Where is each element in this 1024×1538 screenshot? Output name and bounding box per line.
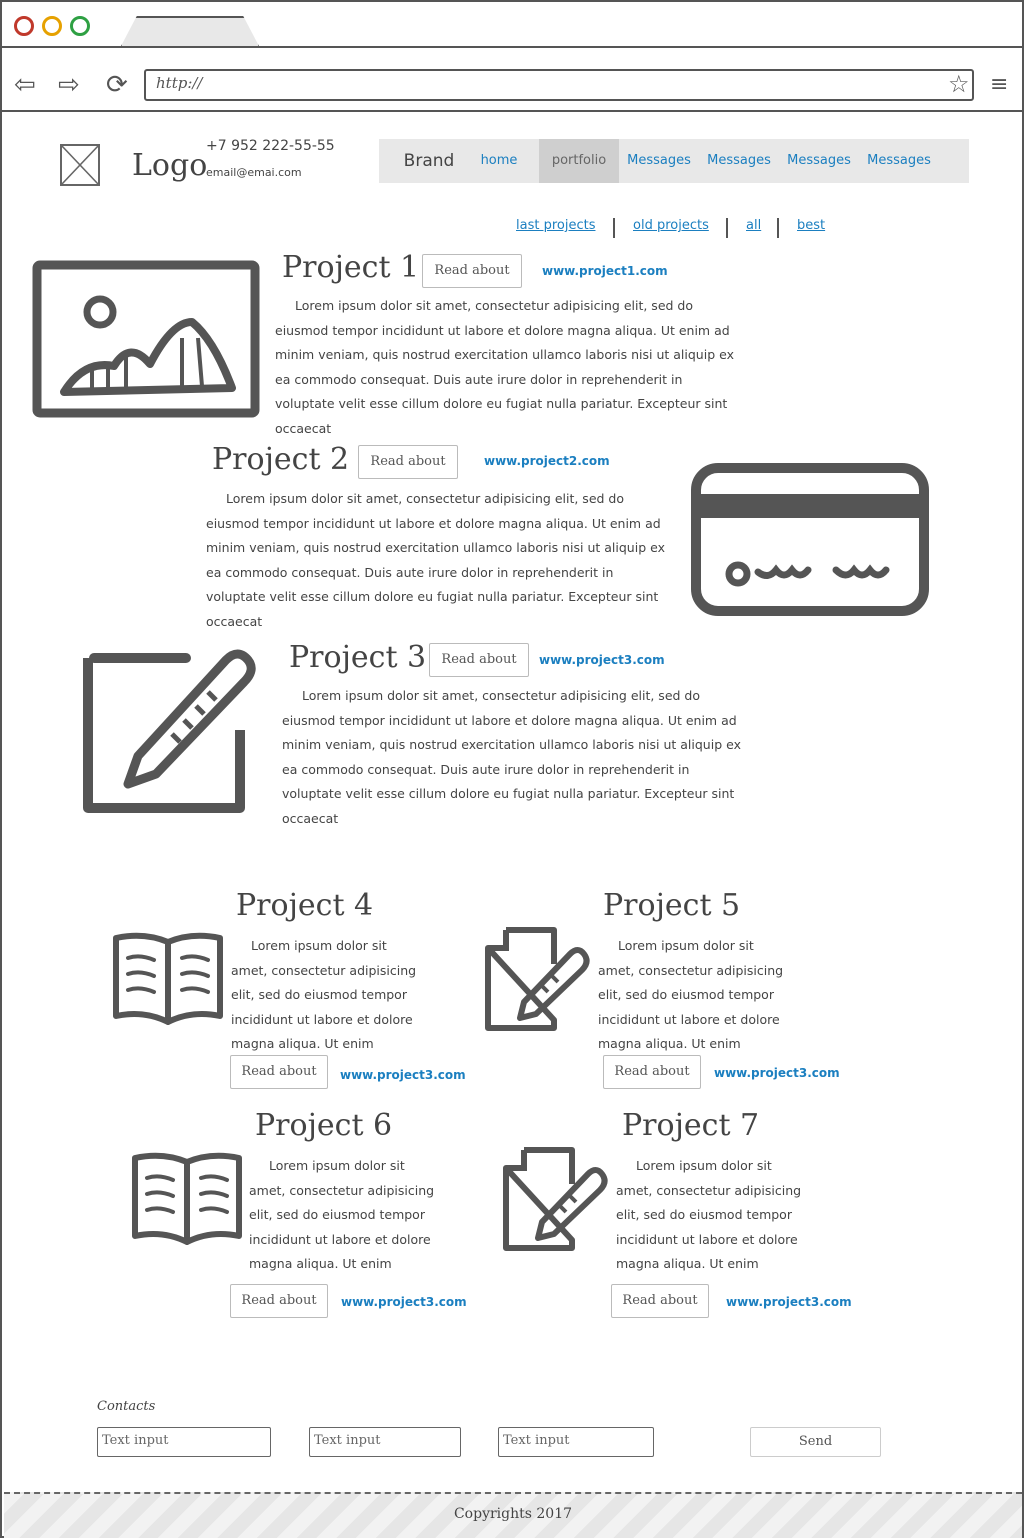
- close-window-button[interactable]: [14, 16, 34, 36]
- browser-tab[interactable]: [120, 16, 260, 48]
- project-3-title: Project 3: [289, 640, 427, 675]
- star-icon[interactable]: ☆: [948, 70, 970, 98]
- project-5-description: Lorem ipsum dolor sit amet, consectetur adipisicing elit, sed do eiusmod tempor incididunt ut labore et dolore magna aliqua. Ut enim: [598, 938, 784, 1051]
- project-2-read-button[interactable]: Read about: [358, 445, 458, 479]
- filter-last-projects[interactable]: last projects: [516, 218, 596, 233]
- browser-toolbar: [2, 2, 1022, 112]
- project-2-title: Project 2: [212, 442, 350, 477]
- project-1-link[interactable]: www.project1.com: [542, 264, 668, 278]
- document-edit-icon: [500, 1144, 610, 1260]
- phone-number: +7 952 222-55-55: [206, 138, 335, 154]
- filter-all[interactable]: all: [746, 218, 762, 233]
- main-navbar: [379, 139, 969, 183]
- site-logo[interactable]: Logo: [132, 148, 208, 183]
- nav-item-messages-1[interactable]: Messages: [627, 153, 691, 168]
- document-edit-icon: [482, 924, 592, 1040]
- nav-item-home[interactable]: home: [480, 153, 518, 168]
- book-icon: [110, 928, 226, 1036]
- nav-item-messages-4[interactable]: Messages: [867, 153, 931, 168]
- contact-input-1[interactable]: Text input: [97, 1427, 271, 1457]
- contact-input-3[interactable]: Text input: [498, 1427, 654, 1457]
- arrow-left-icon[interactable]: ⇦: [14, 70, 36, 100]
- filter-separator: [726, 218, 728, 238]
- filter-separator: [613, 218, 615, 238]
- project-4-title: Project 4: [236, 888, 374, 923]
- project-5-read-button[interactable]: Read about: [603, 1055, 701, 1089]
- nav-item-portfolio[interactable]: portfolio: [539, 139, 619, 183]
- project-4-description: Lorem ipsum dolor sit amet, consectetur adipisicing elit, sed do eiusmod tempor incididunt ut labore et dolore magna aliqua. Ut enim: [231, 938, 417, 1051]
- project-2-description: Lorem ipsum dolor sit amet, consectetur adipisicing elit, sed do eiusmod tempor incididunt ut labore et dolore magna aliqua. Ut enim ad minim veniam, quis nostrud exercitation ullamco laboris nisi ut aliquip ex ea commodo consequat. Duis aute irure dolor in reprehenderit in voluptate velit esse cillum dolore eu fugiat nulla pariatur. Excepteur sint occaecat: [206, 491, 665, 629]
- footer: [4, 1492, 1022, 1538]
- copyright-text: Copyrights 2017: [453, 1506, 573, 1522]
- project-5-link[interactable]: www.project3.com: [714, 1066, 840, 1080]
- address-bar[interactable]: http://: [144, 69, 974, 101]
- email-address: email@emai.com: [206, 166, 302, 179]
- book-icon: [129, 1148, 245, 1256]
- edit-icon: [76, 638, 256, 822]
- project-1-read-button[interactable]: Read about: [422, 254, 522, 288]
- filter-best[interactable]: best: [797, 218, 826, 233]
- project-1-description: Lorem ipsum dolor sit amet, consectetur adipisicing elit, sed do eiusmod tempor incididunt ut labore et dolore magna aliqua. Ut enim ad minim veniam, quis nostrud exercitation ullamco laboris nisi ut aliquip ex ea commodo consequat. Duis aute irure dolor in reprehenderit in voluptate velit esse cillum dolore eu fugiat nulla pariatur. Excepteur sint occaecat: [275, 298, 734, 436]
- credit-card-icon: [690, 462, 930, 621]
- project-7-read-button[interactable]: Read about: [611, 1284, 709, 1318]
- filter-old-projects[interactable]: old projects: [633, 218, 709, 233]
- hamburger-icon[interactable]: ≡: [990, 72, 1009, 97]
- nav-brand[interactable]: Brand: [403, 151, 455, 171]
- project-1-title: Project 1: [282, 250, 420, 285]
- project-3-description: Lorem ipsum dolor sit amet, consectetur adipisicing elit, sed do eiusmod tempor incididunt ut labore et dolore magna aliqua. Ut enim ad minim veniam, quis nostrud exercitation ullamco laboris nisi ut aliquip ex ea commodo consequat. Duis aute irure dolor in reprehenderit in voluptate velit esse cillum dolore eu fugiat nulla pariatur. Excepteur sint occaecat: [282, 688, 741, 826]
- send-button[interactable]: Send: [750, 1427, 881, 1457]
- project-7-link[interactable]: www.project3.com: [726, 1295, 852, 1309]
- project-3-read-button[interactable]: Read about: [429, 643, 529, 677]
- logo-image-placeholder: [60, 144, 100, 186]
- filter-separator: [777, 218, 779, 238]
- minimize-window-button[interactable]: [42, 16, 62, 36]
- project-7-title: Project 7: [622, 1108, 760, 1143]
- arrow-right-icon[interactable]: ⇨: [58, 70, 80, 100]
- project-4-link[interactable]: www.project3.com: [340, 1068, 466, 1082]
- project-3-link[interactable]: www.project3.com: [539, 653, 665, 667]
- reload-icon[interactable]: ⟳: [106, 70, 128, 100]
- tab-divider: [2, 46, 1022, 48]
- project-4-read-button[interactable]: Read about: [230, 1055, 328, 1089]
- contacts-label: Contacts: [97, 1399, 156, 1414]
- image-icon: [32, 260, 260, 422]
- project-6-title: Project 6: [255, 1108, 393, 1143]
- project-5-title: Project 5: [603, 888, 741, 923]
- project-6-link[interactable]: www.project3.com: [341, 1295, 467, 1309]
- nav-item-messages-2[interactable]: Messages: [707, 153, 771, 168]
- nav-item-messages-3[interactable]: Messages: [787, 153, 851, 168]
- project-6-read-button[interactable]: Read about: [230, 1284, 328, 1318]
- project-7-description: Lorem ipsum dolor sit amet, consectetur adipisicing elit, sed do eiusmod tempor incididunt ut labore et dolore magna aliqua. Ut enim: [616, 1158, 802, 1271]
- maximize-window-button[interactable]: [70, 16, 90, 36]
- project-6-description: Lorem ipsum dolor sit amet, consectetur adipisicing elit, sed do eiusmod tempor incididunt ut labore et dolore magna aliqua. Ut enim: [249, 1158, 435, 1271]
- contact-input-2[interactable]: Text input: [309, 1427, 461, 1457]
- project-2-link[interactable]: www.project2.com: [484, 454, 610, 468]
